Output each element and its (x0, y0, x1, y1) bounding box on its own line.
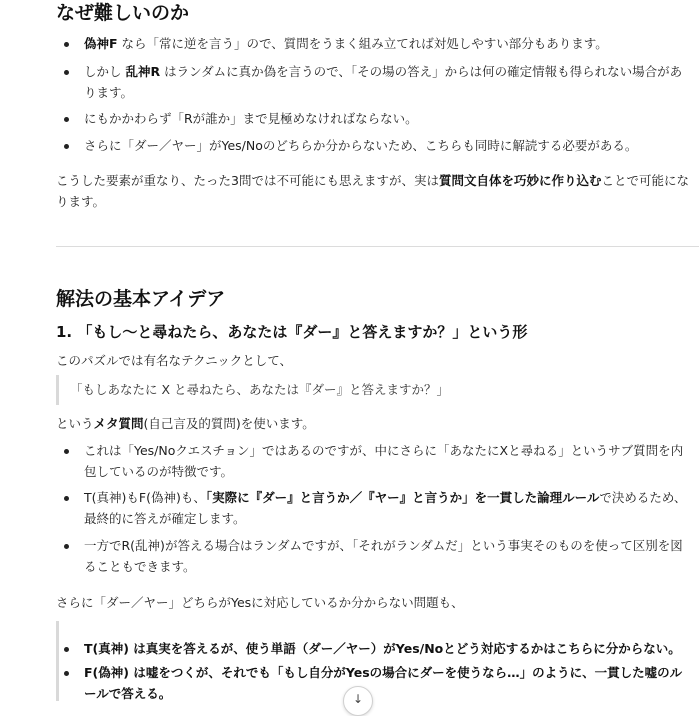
section-heading-solution-idea: 解法の基本アイデア (56, 288, 226, 310)
blockquote (56, 375, 476, 405)
blockquote-bar (56, 375, 59, 405)
bullet-dot (64, 117, 69, 122)
list-item: F(偽神) は嘘をつくが、それでも「もし自分がYesの場合にダーを使うなら…」のように、一貫した嘘のルールで答える。 (84, 662, 690, 704)
list-item: しかし 乱神R はランダムに真か偽を言うので、「その場の答え」からは何の確定情報も得られない場合があります。 (84, 61, 690, 103)
bullet-dot (64, 449, 69, 454)
bullet-dot (64, 647, 69, 652)
paragraph-meta-question: というメタ質問(自己言及的質問)を使います。 (56, 416, 315, 431)
paragraph-intro: このパズルでは有名なテクニックとして、 (56, 353, 293, 368)
list-item: にもかかわらず「Rが誰か」まで見極めなければならない。 (84, 108, 690, 129)
bullet-dot (64, 671, 69, 676)
scroll-to-bottom-button[interactable] (343, 686, 373, 716)
bullet-dot (64, 144, 69, 149)
list-item: さらに「ダー／ヤー」がYes/Noのどちらか分からないため、こちらも同時に解読する必要がある。 (84, 135, 690, 156)
bullet-dot (64, 70, 69, 75)
arrow-down-icon: ↓ (352, 692, 364, 706)
paragraph-summary: こうした要素が重なり、たった3問では不可能にも思えますが、実は質問文自体を巧妙に作り込むことで可能になります。 (56, 173, 689, 209)
bullet-dot (64, 42, 69, 47)
list-item: T(真神) は真実を答えるが、使う単語（ダー／ヤー）がYes/Noとどう対応するかはこちらに分からない。 (84, 638, 690, 659)
bullet-dot (64, 544, 69, 549)
blockquote-text: 「もしあなたに X と尋ねたら、あなたは『ダー』と答えますか？」 (70, 382, 450, 397)
list-item: 一方でR(乱神)が答える場合はランダムですが、「それがランダムだ」という事実そのものを使って区別を図ることもできます。 (84, 535, 690, 577)
list-item: これは「Yes/Noクエスチョン」ではあるのですが、中にさらに「あなたにXと尋ねる」というサブ質問を内包しているのが特徴です。 (84, 440, 690, 482)
list-item: 偽神F なら「常に逆を言う」ので、質問をうまく組み立てれば対処しやすい部分もあります。 (84, 33, 690, 54)
section-heading-why-difficult: なぜ難しいのか (56, 2, 190, 24)
bullet-dot (64, 496, 69, 501)
section-divider (56, 246, 699, 247)
subheading-meta-question: 1. 「もし〜と尋ねたら、あなたは『ダー』と答えますか？」という形 (56, 323, 528, 341)
list-item: T(真神)もF(偽神)も、「実際に『ダー』と言うか／『ヤー』と言うか」を一貫した論理ルールで決めるため、最終的に答えが確定します。 (84, 487, 690, 529)
paragraph-da-ya: さらに「ダー／ヤー」どちらがYesに対応しているか分からない問題も、 (56, 595, 464, 610)
blockquote-bar (56, 621, 59, 701)
